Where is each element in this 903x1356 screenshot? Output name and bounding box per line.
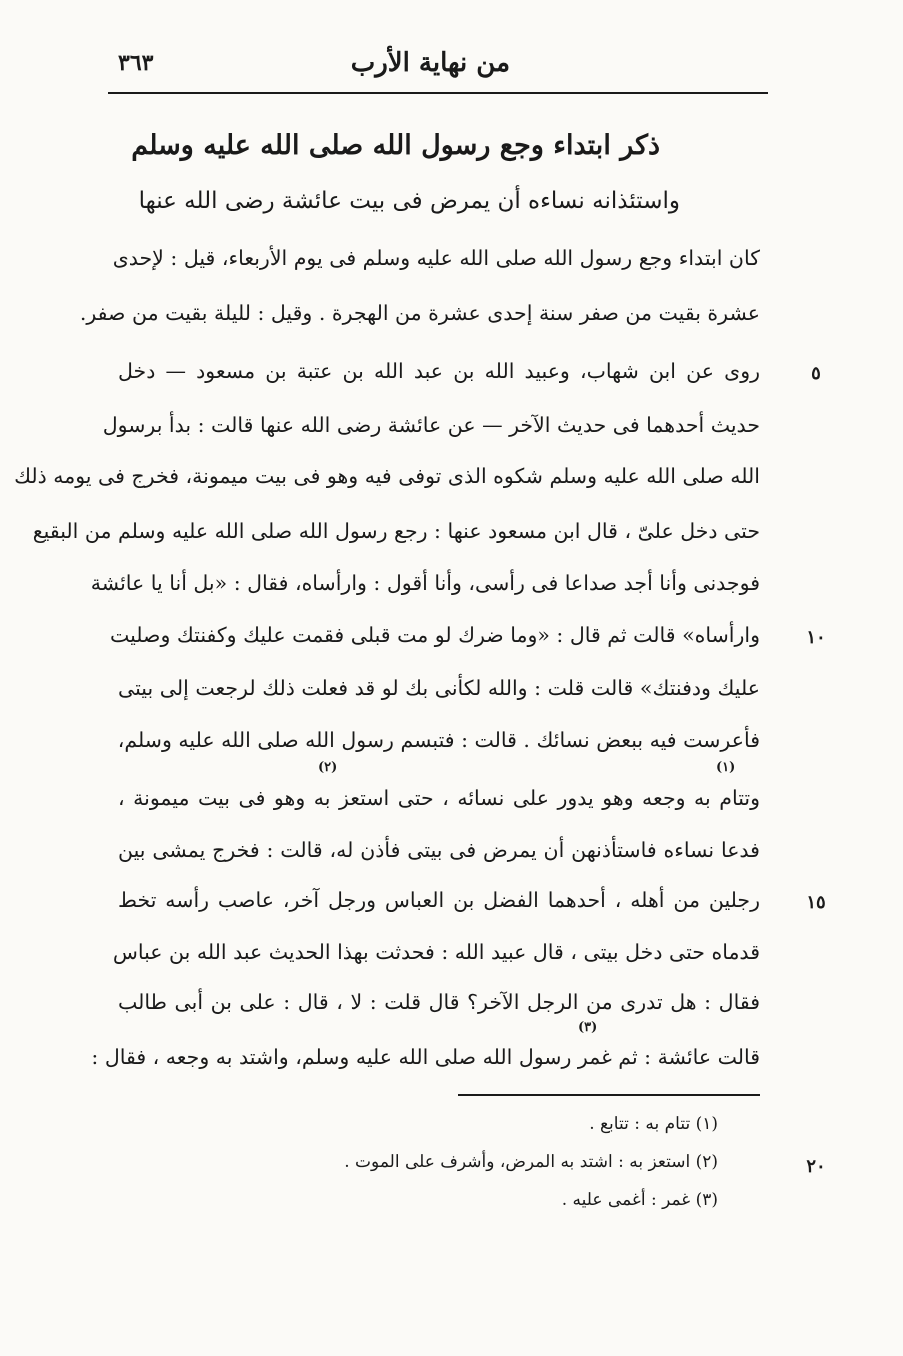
body-line: وارأساه» قالت ثم قال : «وما ضرك لو مت قبلى فقمت عليك وكفنتك وصليت xyxy=(109,623,760,647)
footnote: (١) تتام به : تتابع . xyxy=(589,1114,718,1134)
body-line: فقال : هل تدرى من الرجل الآخر؟ قال قلت : لا ، قال : على بن أبى طالب xyxy=(118,990,760,1014)
footnote-rule xyxy=(458,1094,760,1096)
footnote: (٢) استعز به : اشتد به المرض، وأشرف على الموت . xyxy=(344,1152,718,1172)
body-line: قالت عائشة : ثم غمر رسول الله صلى الله عليه وسلم، واشتد به وجعه ، فقال : xyxy=(91,1045,760,1069)
margin-line-number: ١٥ xyxy=(806,892,826,913)
body-line: فوجدنى وأنا أجد صداعا فى رأسى، وأنا أقول : وارأساه، فقال : «بل أنا يا عائشة xyxy=(90,571,760,595)
margin-line-number: ٢٠ xyxy=(806,1156,826,1177)
footnote-marker: (٢) xyxy=(318,760,338,775)
footnote: (٣) غمر : أغمى عليه . xyxy=(561,1190,718,1210)
body-line: الله صلى الله عليه وسلم شكوه الذى توفى فيه وهو فى بيت ميمونة، فخرج فى يومه ذلك xyxy=(14,464,760,488)
margin-line-number: ١٠ xyxy=(806,627,826,648)
body-line: قدماه حتى دخل بيتى ، قال عبيد الله : فحدثت بهذا الحديث عبد الله بن عباس xyxy=(112,940,760,964)
margin-line-number: ٥ xyxy=(811,363,821,384)
body-line: حتى دخل علىّ ، قال ابن مسعود عنها : رجع رسول الله صلى الله عليه وسلم من البقيع xyxy=(32,519,760,543)
body-line: عشرة بقيت من صفر سنة إحدى عشرة من الهجرة . وقيل : لليلة بقيت من صفر. xyxy=(79,301,760,325)
body-line: فأعرست فيه ببعض نسائك . قالت : فتبسم رسول الله صلى الله عليه وسلم، xyxy=(117,728,760,752)
body-line: رجلين من أهله ، أحدهما الفضل بن العباس ورجل آخر، عاصب رأسه تخط xyxy=(118,888,760,912)
footnote-marker: (٣) xyxy=(578,1020,598,1035)
page-number: ٣٦٣ xyxy=(118,50,154,76)
section-title: ذكر ابتداء وجع رسول الله صلى الله عليه وسلم xyxy=(131,130,660,161)
body-line: عليك ودفنتك» قالت قلت : والله لكأنى بك لو قد فعلت ذلك لرجعت إلى بيتى xyxy=(118,676,760,700)
body-line: فدعا نساءه فاستأذنهن أن يمرض فى بيتى فأذن له، قالت : فخرج يمشى بين xyxy=(118,838,760,862)
section-subtitle: واستئذانه نساءه أن يمرض فى بيت عائشة رضى الله عنها xyxy=(138,188,680,214)
running-header-title: من نهاية الأرب xyxy=(350,48,510,78)
body-line: كان ابتداء وجع رسول الله صلى الله عليه وسلم فى يوم الأربعاء، قيل : لإحدى xyxy=(112,246,760,270)
footnote-marker: (١) xyxy=(716,760,736,775)
body-line: روى عن ابن شهاب، وعبيد الله بن عبد الله بن عتبة بن مسعود — دخل xyxy=(118,359,760,383)
body-line: وتتام به وجعه وهو يدور على نسائه ، حتى استعز به وهو فى بيت ميمونة ، xyxy=(118,786,760,810)
header-rule xyxy=(108,92,768,94)
body-line: حديث أحدهما فى حديث الآخر — عن عائشة رضى الله عنها قالت : بدأ برسول xyxy=(102,413,760,437)
